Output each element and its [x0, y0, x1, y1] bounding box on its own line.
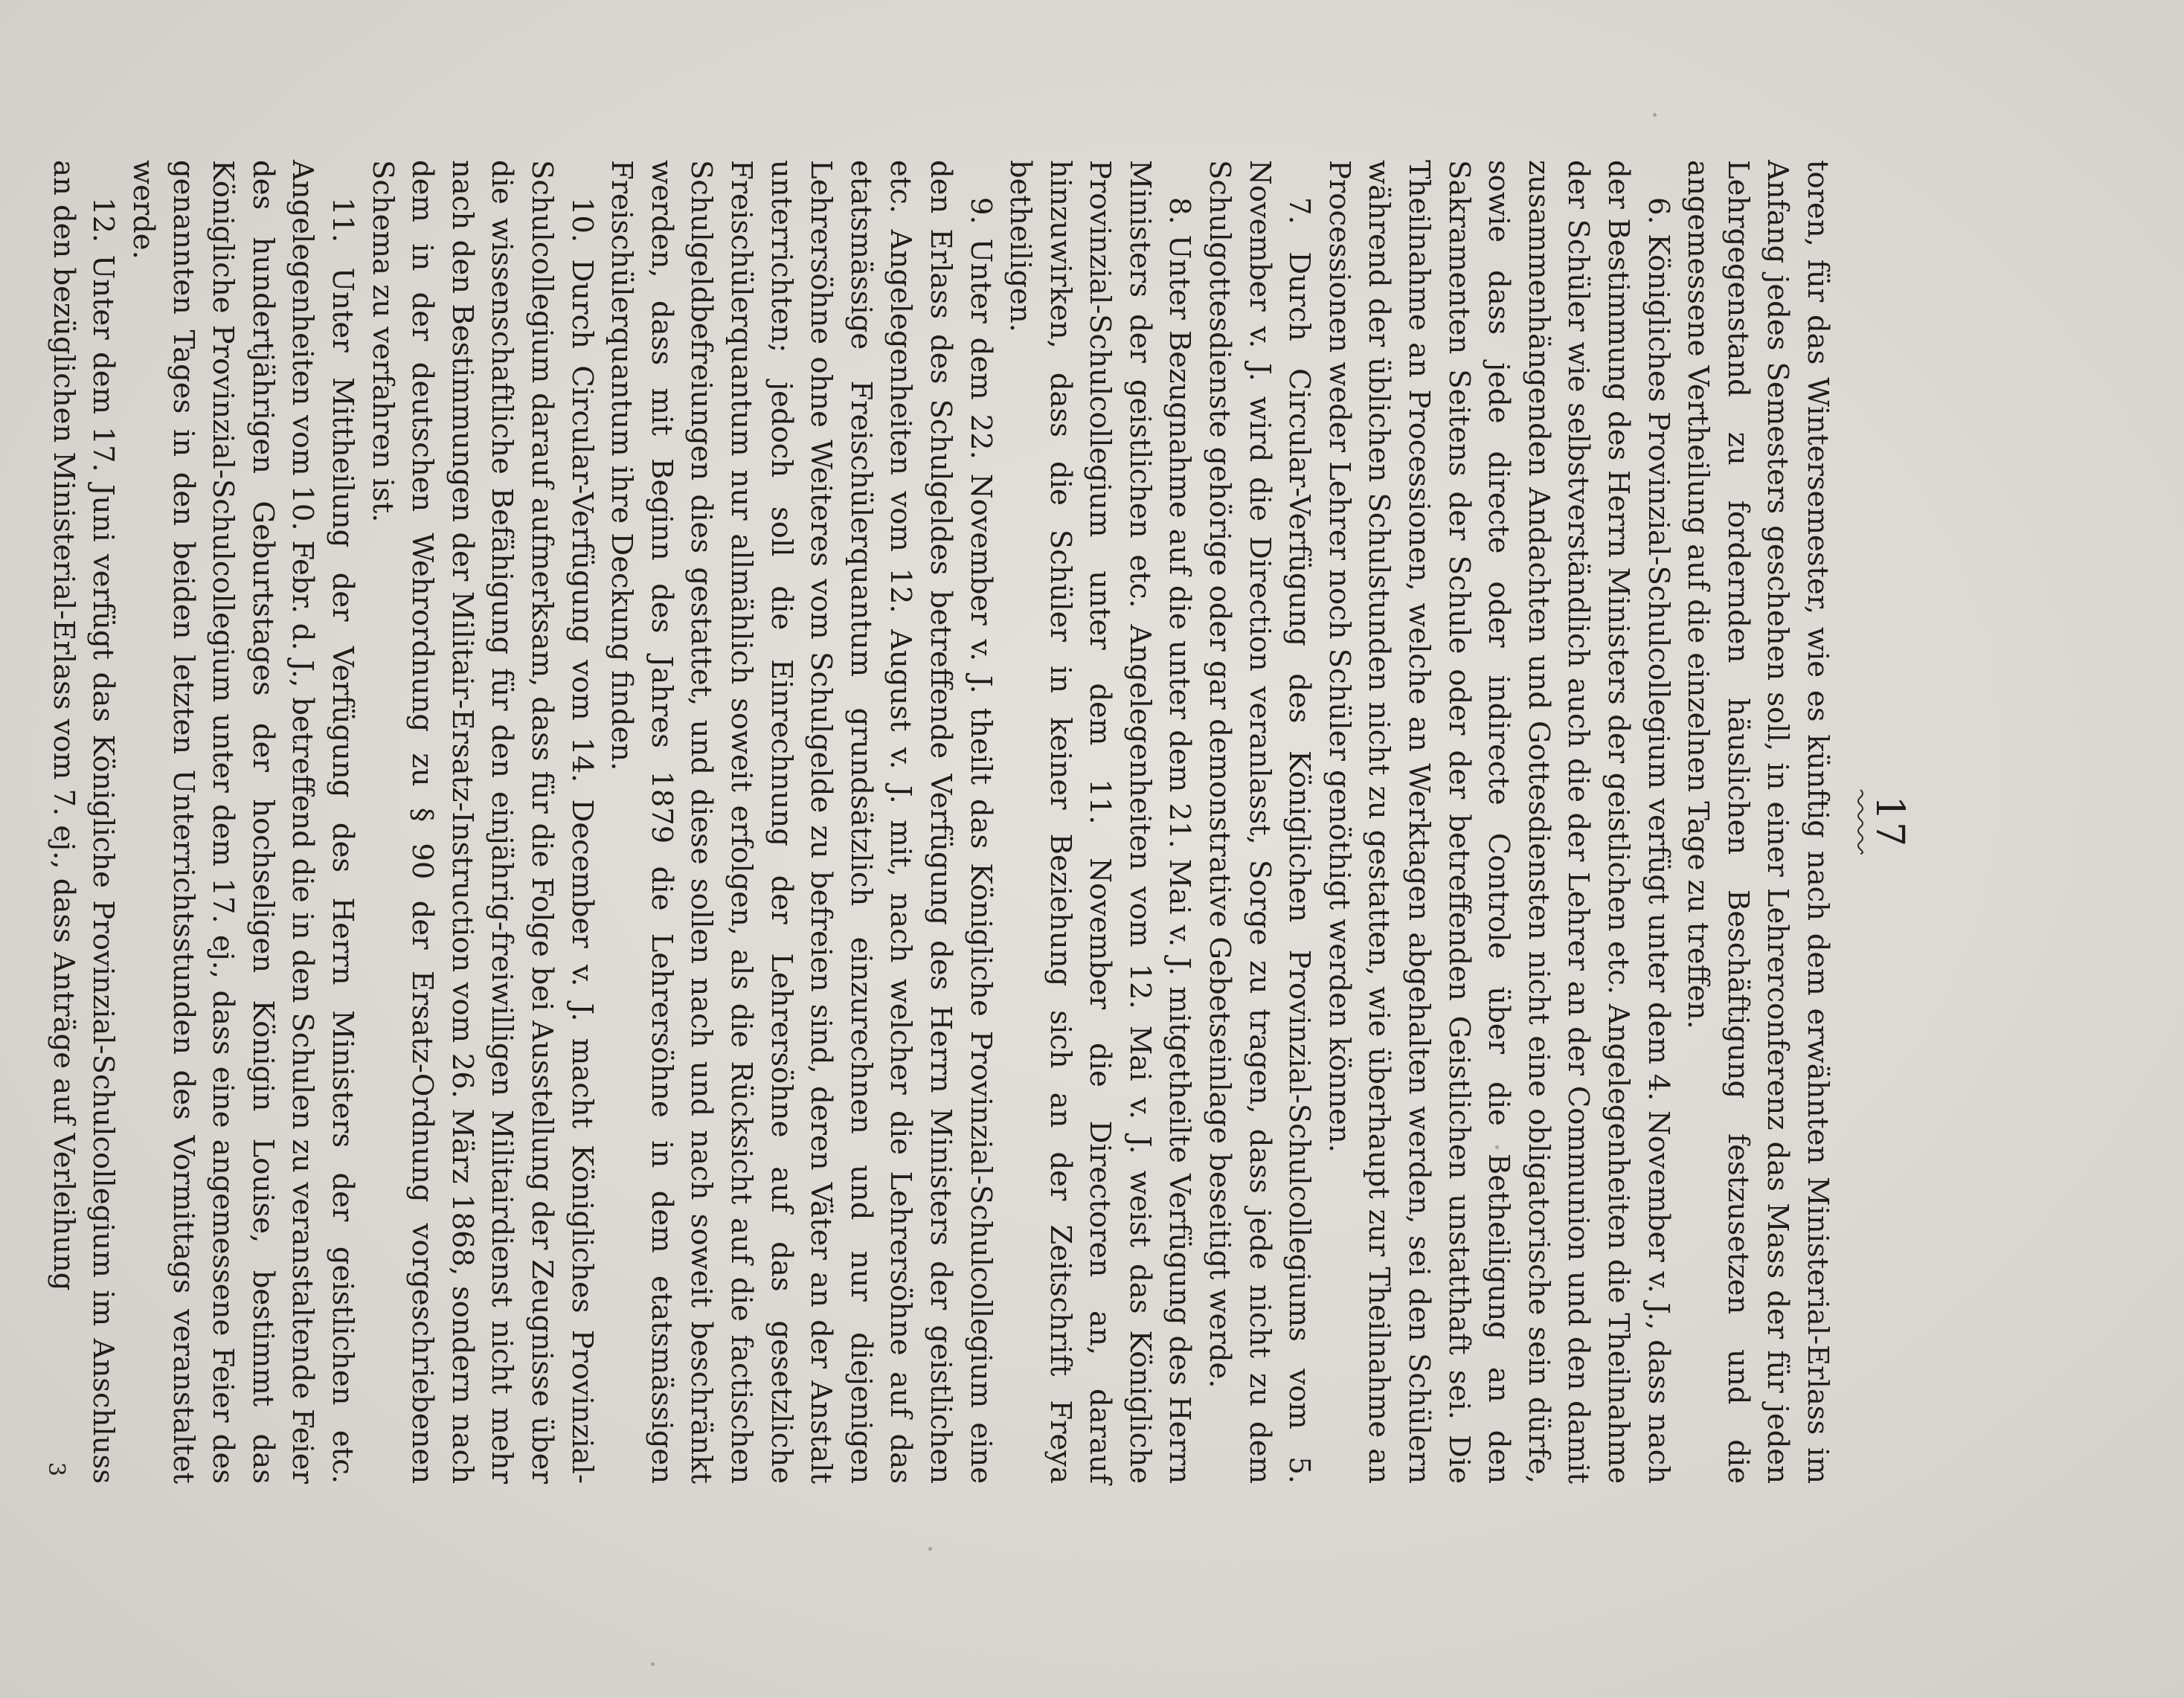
- dust-speck: [1653, 113, 1657, 117]
- wavy-ornament-icon: [1855, 788, 1866, 855]
- signature-mark: 3: [42, 1461, 69, 1476]
- paragraph-12: 12. Unter dem 17. Juni verfügt das Königliche Provinzial-Schulcollegium im Anschluss an den bezüglichen Ministerial-Erlass vom 7. ej., dass Anträge auf Verleihung: [46, 160, 121, 1484]
- paragraph-10: 10. Durch Circular-Verfügung vom 14. December v. J. macht Königliches Provinzial-Schulcollegium darauf aufmerksam, dass für die Folge bei Ausstellung der Zeugnisse über die wissenschaftliche Befähigung für den einjährig-freiwilligen Militairdienst nicht mehr nach den Bestimmungen der Militair-Ersatz-Instruction vom 26. März 1868, sondern nach dem in der deutschen Wehrordnung zu § 90 der Ersatz-Ordnung vorgeschriebenen Schema zu verfahren ist.: [365, 160, 599, 1484]
- rotated-document-page: [42, 160, 1912, 1484]
- paragraph-8: 8. Unter Bezugnahme auf die unter dem 21. Mai v. J. mitgetheilte Verfügung des Herrn Ministers der geistlichen etc. Angelegenheiten vom 12. Mai v. J. weist das Königliche Provinzial-Schulcollegium unter dem 11. November die Directoren an, darauf hinzuwirken, dass die Schüler in keiner Beziehung sich an der Zeitschrift Freya betheiligen.: [1003, 160, 1197, 1484]
- body-text: [43, 160, 1837, 1484]
- dust-speck: [928, 1547, 932, 1551]
- page-number: 17: [1867, 795, 1912, 849]
- dust-speck: [651, 1662, 655, 1666]
- paragraph-6: 6. Königliches Provinzial-Schulcollegium verfügt unter dem 4. November v. J., dass nach der Bestimmung des Herrn Ministers der geistlichen etc. Angelegenheiten die Theilnahme der Schüler wie selbstverständlich auch die der Lehrer an der Communion und den damit zusammenhängenden Andachten und Gottesdiensten nicht eine obligatorische sein dürfe, sowie dass jede directe oder indirecte Controle über die Betheiligung an den Sakramenten Seitens der Schule oder der betreffenden Geistlichen unstatthaft sei. Die Theilnahme an Processionen, welche an Werktagen abgehalten werden, sei den Schülern während der üblichen Schulstunden nicht zu gestatten, wie überhaupt zur Theilnahme an Processionen weder Lehrer noch Schüler genöthigt werden können.: [1322, 160, 1675, 1484]
- paragraph-11: 11. Unter Mittheilung der Verfügung des Herrn Ministers der geistlichen etc. Angelegenheiten vom 10. Febr. d. J., betreffend die in den Schulen zu veranstaltende Feier des hundertjährigen Geburtstages der hochseligen Königin Louise, bestimmt das Königliche Provinzial-Schulcollegium unter dem 17. ej., dass eine angemessene Feier des genannten Tages in den beiden letzten Unterrichtsstunden des Vormittags veranstaltet werde.: [126, 160, 360, 1484]
- paragraph-9: 9. Unter dem 22. November v. J. theilt das Königliche Provinzial-Schulcollegium eine den Erlass des Schulgeldes betreffende Verfügung des Herrn Ministers der geistlichen etc. Angelegenheiten vom 12. August v. J. mit, nach welcher die Lehrersöhne auf das etatsmässige Freischülerquantum grundsätzlich einzurechnen und nur diejenigen Lehrersöhne ohne Weiteres vom Schulgelde zu befreien sind, deren Väter an der Anstalt unterrichten; jedoch soll die Einrechnung der Lehrersöhne auf das gesetzliche Freischülerquantum nur allmählich soweit erfolgen, als die Rücksicht auf die factischen Schulgeldbefreiungen dies gestattet, und diese sollen nach und nach soweit beschränkt werden, dass mit Beginn des Jahres 1879 die Lehrersöhne in dem etatsmässigen Freischülerquantum ihre Deckung finden.: [605, 160, 998, 1484]
- paragraph-continuation: toren, für das Wintersemester, wie es künftig nach dem erwähnten Ministerial-Erlass im Anfang jedes Semesters geschehen soll, in einer Lehrerconferenz das Mass der für jeden Lehrgegenstand zu fordernden häuslichen Beschäftigung festzusetzen und die angemessene Vertheilung auf die einzelnen Tage zu treffen.: [1681, 160, 1834, 1484]
- paragraph-7: 7. Durch Circular-Verfügung des Königlichen Provinzial-Schulcollegiums vom 5. November v. J. wird die Direction veranlasst, Sorge zu tragen, dass jede nicht zu dem Schulgottesdienste gehörige oder gar demonstrative Gebetseinlage beseitigt werde.: [1203, 160, 1317, 1484]
- page-header: [1837, 160, 1912, 1484]
